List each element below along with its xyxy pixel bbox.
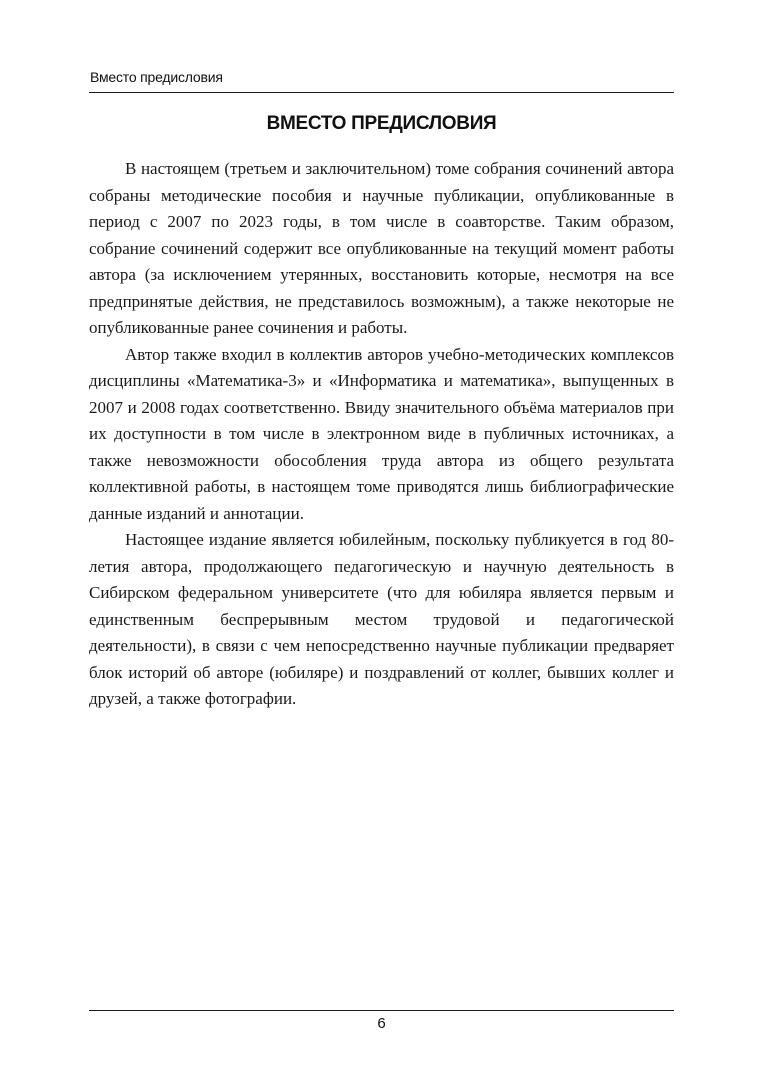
paragraph-3: Настоящее издание является юбилейным, поскольку публикуется в год 80-летия автора, продолжающего педагогическую и научную деятельность в Сибирском федеральном университете (что для юбиляра является первым и единственным беспрерывным местом трудовой и педагогической деятельности), в связи с чем непосредственно научные публикации предваряет блок историй об авторе (юбиляре) и поздравлений от коллег, бывших коллег и друзей, а также фотографии. — [89, 530, 674, 708]
paragraph-1: В настоящем (третьем и заключительном) томе собрания сочинений автора собраны методические пособия и научные публикации, опубликованные в период с 2007 по 2023 годы, в том числе в соавторстве. Таким образом, собрание сочинений содержит все опубликованные на текущий момент работы автора (за исключением утерянных, восстановить которые, несмотря на все предпринятые действия, не представилось возможным), а также некоторые не опубликованные ранее сочинения и работы. — [89, 159, 674, 337]
running-header-title: Вместо предисловия — [90, 69, 223, 85]
running-header — [89, 62, 674, 93]
paragraph-2: Автор также входил в коллектив авторов учебно-методических комплексов дисциплины «Математика-3» и «Информатика и математика», выпущенных в 2007 и 2008 годах соответственно. Ввиду значительного объёма материалов при их доступности в том числе в электронном виде в публичных источниках, а также невозможности обособления труда автора из общего результата коллективной работы, в настоящем томе приводятся лишь библиографические данные изданий и аннотации. — [89, 344, 674, 523]
page-title: ВМЕСТО ПРЕДИСЛОВИЯ — [266, 113, 497, 134]
body-text — [89, 156, 674, 713]
page-number: 6 — [377, 1015, 386, 1032]
footer-rule — [89, 1010, 674, 1011]
